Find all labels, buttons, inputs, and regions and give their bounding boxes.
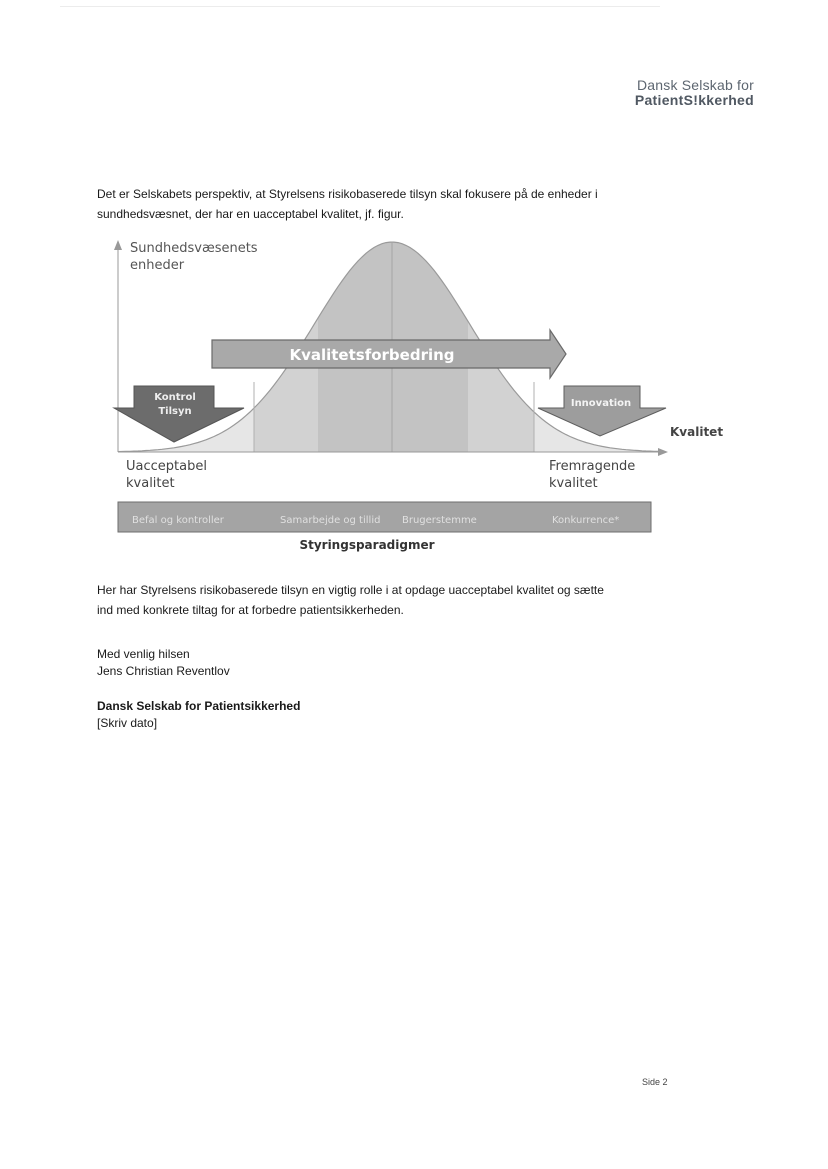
x-axis-label: Kvalitet xyxy=(670,425,724,439)
logo-line-1: Dansk Selskab for xyxy=(636,77,754,93)
intro-paragraph xyxy=(97,184,657,224)
signature-block xyxy=(97,646,230,680)
paradigm-item-competition: Konkurrence* xyxy=(552,515,620,526)
paradigm-item-user-voice: Brugerstemme xyxy=(402,515,477,526)
unacceptable-label-line-1: Uacceptabel xyxy=(126,459,207,474)
closing-line-2: ind med konkrete tiltag for at forbedre patientsikkerheden. xyxy=(97,603,404,617)
control-label-line-2: Tilsyn xyxy=(158,406,192,417)
scan-edge-line xyxy=(60,6,660,7)
intro-line-1: Det er Selskabets perspektiv, at Styrelsens risikobaserede tilsyn skal fokusere på de enheder i xyxy=(97,187,598,201)
date-placeholder: [Skriv dato] xyxy=(97,716,158,730)
greeting: Med venlig hilsen xyxy=(97,647,190,661)
organization-name: Dansk Selskab for Patientsikkerhed xyxy=(97,699,301,713)
innovation-label: Innovation xyxy=(570,398,632,409)
quality-improvement-label: Kvalitetsforbedring xyxy=(289,346,455,364)
closing-line-1: Her har Styrelsens risikobaserede tilsyn en vigtig rolle i at opdage uacceptabel kvalitet og sætte xyxy=(97,583,604,597)
signer-name: Jens Christian Reventlov xyxy=(97,664,230,678)
y-axis-arrowhead xyxy=(114,240,122,250)
x-axis-arrowhead xyxy=(658,448,668,456)
innovation-down-arrow xyxy=(538,386,666,436)
unacceptable-label-line-2: kvalitet xyxy=(126,476,175,491)
paradigm-item-collaboration: Samarbejde og tillid xyxy=(280,515,381,526)
paradigm-item-command: Befal og kontroller xyxy=(132,515,224,526)
y-axis-label-line-1: Sundhedsvæsenets xyxy=(130,241,258,256)
logo-line-2: PatientS!kkerhed xyxy=(634,92,754,108)
closing-paragraph xyxy=(97,580,657,620)
intro-line-2: sundhedsvæsnet, der har en uacceptabel kvalitet, jf. figur. xyxy=(97,207,404,221)
y-axis-label-line-2: enheder xyxy=(130,258,185,273)
organization-block xyxy=(97,698,300,732)
control-label-line-1: Kontrol xyxy=(154,392,196,403)
logo xyxy=(635,78,754,108)
paradigm-caption: Styringsparadigmer xyxy=(299,538,435,552)
quality-distribution-figure xyxy=(100,232,730,562)
page-number: Side 2 xyxy=(642,1077,668,1087)
excellent-label-line-1: Fremragende xyxy=(549,459,636,474)
excellent-label-line-2: kvalitet xyxy=(549,476,598,491)
